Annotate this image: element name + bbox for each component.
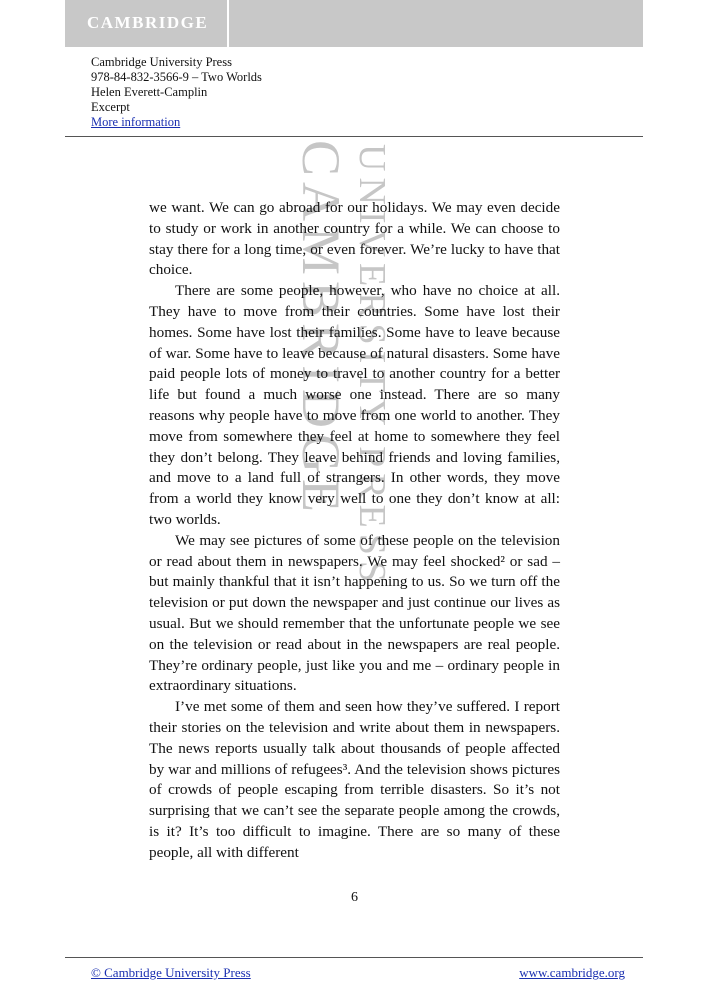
page-number: 6 <box>351 890 358 905</box>
paragraph: We may see pictures of some of these people on the television or read about them in newspapers. We may feel shocked² or sad – but mainly thankful that it isn’t happening to us. So we turn off the television or put down the newspaper and just continue our lives as usual. But we should remember that the unfortunate people we see on the television or read about in the newspapers are real people. They’re ordinary people, just like you and me – ordinary people in extraordinary situations. <box>149 531 560 695</box>
header-divider <box>227 0 229 47</box>
excerpt-label: Excerpt <box>91 100 130 114</box>
paragraph: I’ve met some of them and seen how they’ve suffered. I report their stories on the television and write about them in newspapers. The news reports usually talk about thousands of people affected by war and millions of refugees³. And the television shows pictures of crowds of people escaping from terrible disasters. So it’s not surprising that we can’t see the separate people among the crowds, is it? It’s too difficult to imagine. There are so many of these people, all with different <box>149 698 560 861</box>
watermark-line-1: CAMBRIDGE <box>291 140 351 519</box>
paragraph: There are some people, however, who have no choice at all. They have to move from their countries. Some have lost their homes. Some have lost their families. Some have to leave because of war. Some have to leave because of natural disasters. Some have paid people lots of money to travel to another country for a better life but found a much worse one instead. There are so many reasons why people have to move from one world to another. They move from somewhere they feel at home to somewhere they feel they don’t belong. They leave behind friends and loving families, and move to a land full of strangers. In other words, they move from a world they know very well to one they don’t know at all: two worlds. <box>149 282 560 528</box>
footer <box>91 965 625 981</box>
cambridge-logo: CAMBRIDGE <box>87 13 209 32</box>
publisher-name: Cambridge University Press <box>91 55 232 69</box>
author-name: Helen Everett-Camplin <box>91 85 208 99</box>
more-information-link[interactable]: More information <box>91 115 181 129</box>
book-metadata <box>91 55 262 130</box>
isbn-title: 978-84-832-3566-9 – Two Worlds <box>91 70 262 84</box>
website-link[interactable]: www.cambridge.org <box>519 965 625 980</box>
paragraph: we want. We can go abroad for our holidays. We may even decide to study or work in another country for a while. We can choose to stay there for a long time, or even forever. We’re lucky to have that choice. <box>149 199 560 279</box>
footer-rule <box>65 957 643 958</box>
watermark-line-2: UNIVERSITY PRESS <box>351 144 393 589</box>
header-bar <box>65 0 643 47</box>
copyright-link[interactable]: © Cambridge University Press <box>91 965 251 980</box>
excerpt-body <box>149 198 560 864</box>
header-rule <box>65 136 643 137</box>
